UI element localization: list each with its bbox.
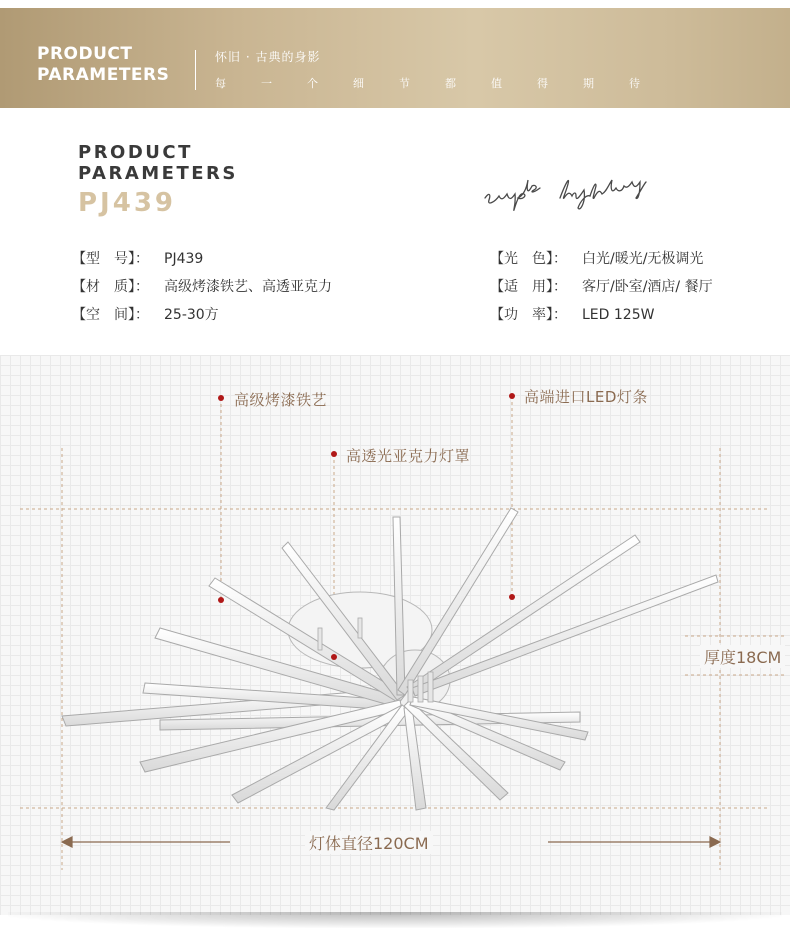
tagline-char: 每 xyxy=(215,77,226,90)
spec-value: 25-30方 xyxy=(164,307,219,323)
banner-title-line1: PRODUCT xyxy=(37,44,133,64)
tagline-char: 值 xyxy=(491,77,502,90)
spec-label: 【适 用】： xyxy=(490,279,567,295)
product-title-line2: PARAMETERS xyxy=(78,163,238,184)
spec-label: 【功 率】： xyxy=(490,307,567,323)
diameter-label: 灯体直径120CM xyxy=(305,831,433,854)
annotation-acrylic: 高透光亚克力灯罩 xyxy=(346,447,471,465)
tagline-char: 期 xyxy=(583,77,594,90)
spec-value: 白光/暖光/无极调光 xyxy=(582,251,704,267)
tagline-char: 待 xyxy=(629,77,640,90)
spec-value: 高级烤漆铁艺、高透亚克力 xyxy=(164,279,332,295)
tagline-char: 都 xyxy=(445,77,456,90)
tagline-char: 得 xyxy=(537,77,548,90)
spec-label: 【型 号】： xyxy=(72,251,149,267)
tagline-char: 节 xyxy=(399,77,410,90)
tagline-char: 个 xyxy=(307,77,318,90)
spec-value: LED 125W xyxy=(582,307,655,323)
spec-label: 【材 质】： xyxy=(72,279,149,295)
tagline-char: 一 xyxy=(261,77,272,90)
thickness-label: 厚度18CM xyxy=(700,645,785,668)
spec-label: 【光 色】： xyxy=(490,251,567,267)
banner-subtitle: 怀旧 · 古典的身影 xyxy=(215,50,321,64)
model-number: PJ439 xyxy=(78,188,177,218)
spec-value: PJ439 xyxy=(164,251,204,267)
annotation-led: 高端进口LED灯条 xyxy=(524,388,648,406)
banner-title-line2: PARAMETERS xyxy=(37,65,170,85)
tagline-char: 细 xyxy=(353,77,364,90)
product-title-line1: PRODUCT xyxy=(78,142,193,163)
annotation-iron: 高级烤漆铁艺 xyxy=(234,391,328,409)
spec-label: 【空 间】： xyxy=(72,307,149,323)
spec-value: 客厅/卧室/酒店/ 餐厅 xyxy=(582,279,713,295)
